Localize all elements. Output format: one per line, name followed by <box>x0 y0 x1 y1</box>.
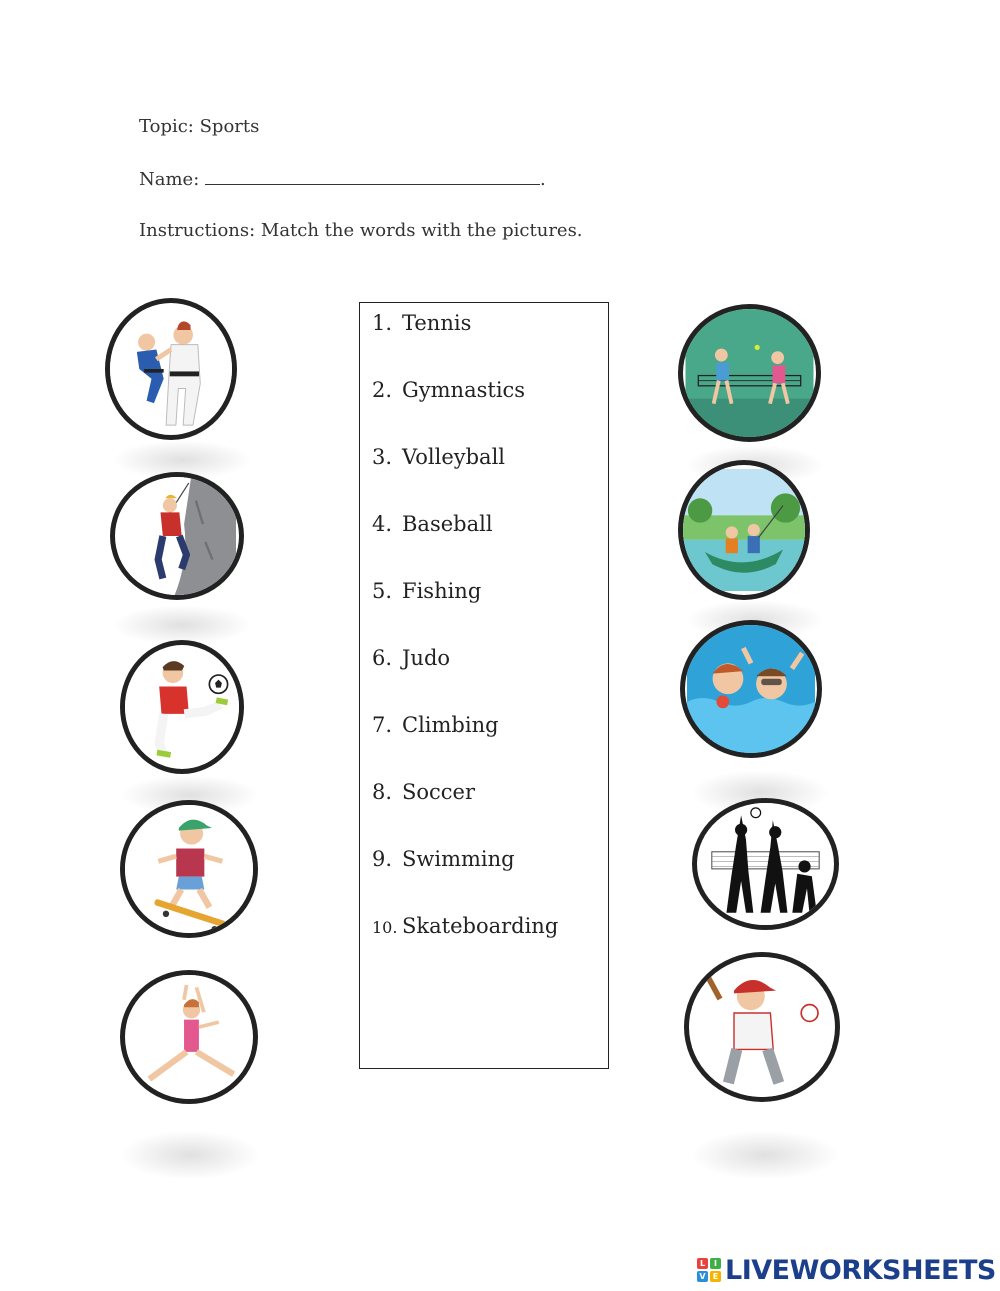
topic-label: Topic: Sports <box>139 116 260 137</box>
tennis-illustration <box>683 309 816 437</box>
word-item-fishing <box>372 579 481 603</box>
drop-shadow <box>120 1130 260 1180</box>
gymnastics-picture[interactable] <box>120 970 258 1104</box>
word-number: 4. <box>372 512 393 536</box>
swimming-illustration <box>685 625 817 753</box>
word-number: 8. <box>372 780 393 804</box>
climbing-illustration <box>115 477 239 595</box>
word-label: Skateboarding <box>402 914 559 938</box>
instructions-text: Instructions: Match the words with the pictures. <box>139 220 583 241</box>
logo-cube: V <box>697 1271 708 1282</box>
word-label: Baseball <box>402 512 493 536</box>
word-number: 9. <box>372 847 393 871</box>
word-label: Fishing <box>402 579 482 603</box>
word-item-gymnastics <box>372 378 525 402</box>
gymnastics-illustration <box>125 975 253 1099</box>
logo-cube: I <box>710 1258 721 1269</box>
judo-picture[interactable] <box>105 298 237 440</box>
soccer-picture[interactable] <box>120 640 244 774</box>
swimming-picture[interactable] <box>680 620 822 758</box>
drop-shadow <box>112 605 252 645</box>
word-label: Volleyball <box>402 445 506 469</box>
logo-cube: E <box>710 1271 721 1282</box>
baseball-picture[interactable] <box>684 952 840 1102</box>
word-label: Swimming <box>402 847 515 871</box>
word-label: Tennis <box>402 311 472 335</box>
word-number: 7. <box>372 713 393 737</box>
skateboarding-illustration <box>125 805 253 933</box>
name-end-period: . <box>540 169 546 190</box>
word-item-volleyball <box>372 445 505 469</box>
word-list-box <box>359 302 609 1069</box>
tennis-picture[interactable] <box>678 304 821 442</box>
word-number: 6. <box>372 646 393 670</box>
word-label: Gymnastics <box>402 378 526 402</box>
word-label: Soccer <box>402 780 476 804</box>
climbing-picture[interactable] <box>110 472 244 600</box>
volleyball-picture[interactable] <box>692 798 839 930</box>
word-number: 10. <box>372 918 398 937</box>
logo-text: LIVEWORKSHEETS <box>725 1254 996 1286</box>
word-item-baseball <box>372 512 493 536</box>
fishing-illustration <box>683 465 805 595</box>
word-item-climbing <box>372 713 499 737</box>
volleyball-illustration <box>697 803 834 925</box>
baseball-illustration <box>689 957 835 1097</box>
word-item-soccer <box>372 780 475 804</box>
word-label: Judo <box>402 646 451 670</box>
word-number: 3. <box>372 445 393 469</box>
name-blank-line[interactable] <box>205 168 540 185</box>
fishing-picture[interactable] <box>678 460 810 600</box>
word-item-judo <box>372 646 450 670</box>
word-number: 1. <box>372 311 393 335</box>
skateboarding-picture[interactable] <box>120 800 258 938</box>
word-item-swimming <box>372 847 515 871</box>
liveworksheets-logo <box>697 1255 996 1285</box>
name-label: Name: <box>139 169 200 190</box>
logo-cubes-icon <box>697 1258 721 1282</box>
logo-cube: L <box>697 1258 708 1269</box>
word-label: Climbing <box>402 713 499 737</box>
drop-shadow <box>690 1130 840 1180</box>
word-item-skateboarding <box>372 914 558 938</box>
word-number: 2. <box>372 378 393 402</box>
word-number: 5. <box>372 579 393 603</box>
name-field-row <box>139 168 546 190</box>
judo-illustration <box>110 303 232 435</box>
soccer-illustration <box>125 645 239 769</box>
word-item-tennis <box>372 311 471 335</box>
